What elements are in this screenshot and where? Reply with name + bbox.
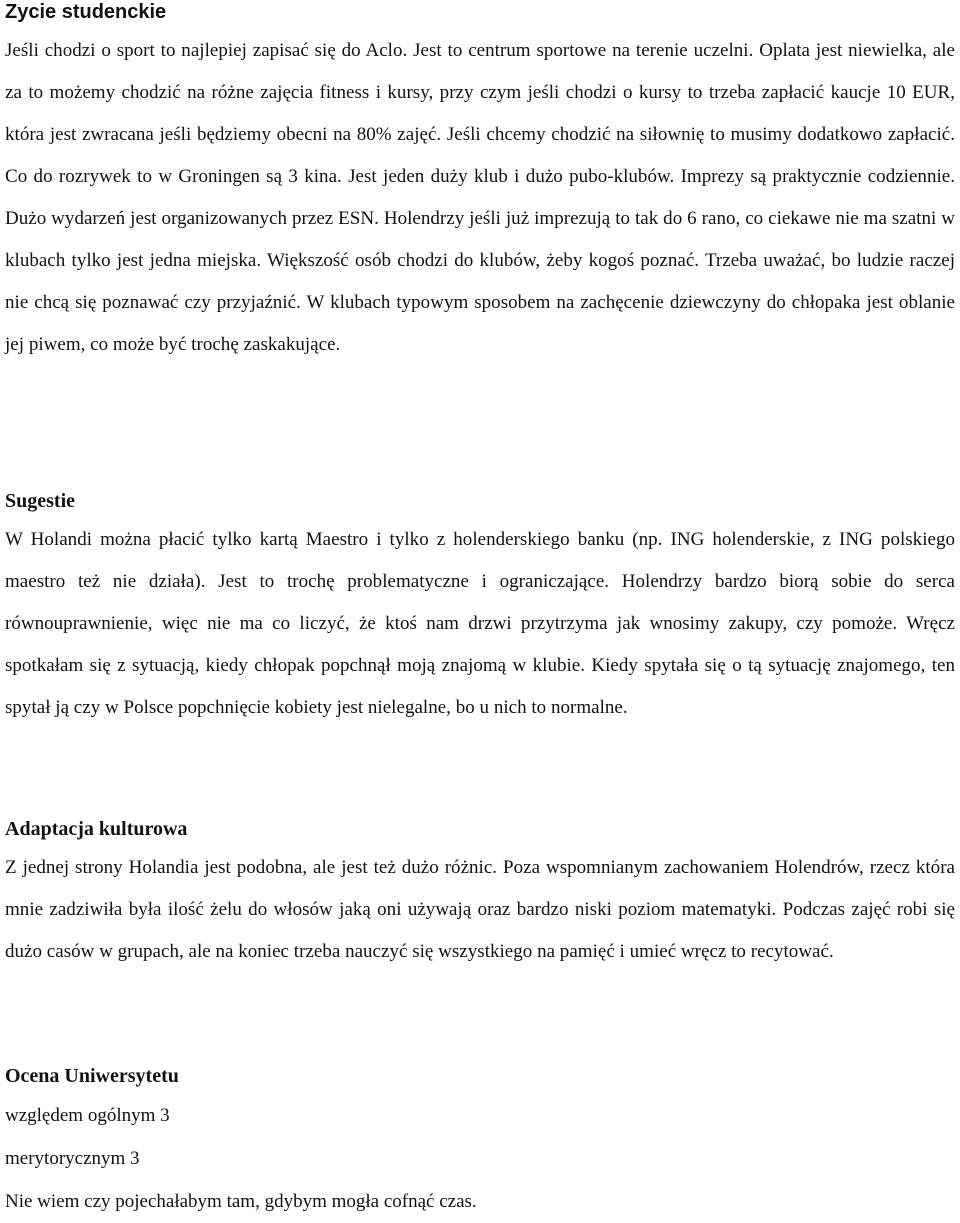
rating-line: Nie wiem czy pojechałabym tam, gdybym mogła cofnąć czas. bbox=[5, 1191, 477, 1212]
section-adaptacja-kulturowa bbox=[5, 817, 955, 973]
section-paragraph: Jeśli chodzi o sport to najlepiej zapisać się do Aclo. Jest to centrum sportowe na terenie uczelni. Oplata jest niewielka, ale za to możemy chodzić na różne zajęcia fitness i kursy, przy czym jeśli chodzi o kursy to trzeba zapłacić kaucje 10 EUR, która jest zwracana jeśli będziemy obecni na 80% zajęć. Jeśli chcemy chodzić na siłownię to musimy dodatkowo zapłacić. Co do rozrywek to w Groningen są 3 kina. Jest jeden duży klub i dużo pubo-klubów. Imprezy są praktycznie codziennie. Dużo wydarzeń jest organizowanych przez ESN. Holendrzy jeśli już imprezują to tak do 6 rano, co ciekawe nie ma szatni w klubach tylko jest jedna miejska. Większość osób chodzi do klubów, żeby kogoś poznać. Trzeba uważać, bo ludzie raczej nie chcą się poznawać czy przyjaźnić. W klubach typowym sposobem na zachęcenie dziewczyny do chłopaka jest oblanie jej piwem, co może być trochę zaskakujące. bbox=[5, 40, 955, 355]
section-heading: Adaptacja kulturowa bbox=[5, 818, 188, 840]
section-sugestie bbox=[5, 489, 955, 729]
section-paragraph: W Holandi można płacić tylko kartą Maestro i tylko z holenderskiego banku (np. ING holenderskie, z ING polskiego maestro też nie działa). Jest to trochę problematyczne i ograniczające. Holendrzy bardzo biorą sobie do serca równouprawnienie, więc nie ma co liczyć, że ktoś nam drzwi przytrzyma jak wnosimy zakupy, czy pomoże. Wręcz spotkałam się z sytuacją, kiedy chłopak popchnął moją znajomą w klubie. Kiedy spytała się o tą sytuację znajomego, ten spytał ją czy w Polsce popchnięcie kobiety jest nielegalne, bo u nich to normalne. bbox=[5, 529, 955, 718]
section-zycie-studenckie bbox=[5, 0, 955, 366]
section-heading: Sugestie bbox=[5, 490, 75, 512]
section-heading: Zycie studenckie bbox=[5, 1, 167, 23]
rating-line: merytorycznym 3 bbox=[5, 1148, 140, 1169]
rating-line: względem ogólnym 3 bbox=[5, 1105, 170, 1126]
section-ocena-uniwersytetu bbox=[5, 1064, 955, 1223]
section-heading: Ocena Uniwersytetu bbox=[5, 1065, 179, 1087]
section-paragraph: Z jednej strony Holandia jest podobna, ale jest też dużo różnic. Poza wspomnianym zachowaniem Holendrów, rzecz która mnie zadziwiła była ilość żelu do włosów jaką oni używają oraz bardzo niski poziom matematyki. Podczas zajęć robi się dużo casów w grupach, ale na koniec trzeba nauczyć się wszystkiego na pamięć i umieć wręcz to recytować. bbox=[5, 857, 955, 962]
